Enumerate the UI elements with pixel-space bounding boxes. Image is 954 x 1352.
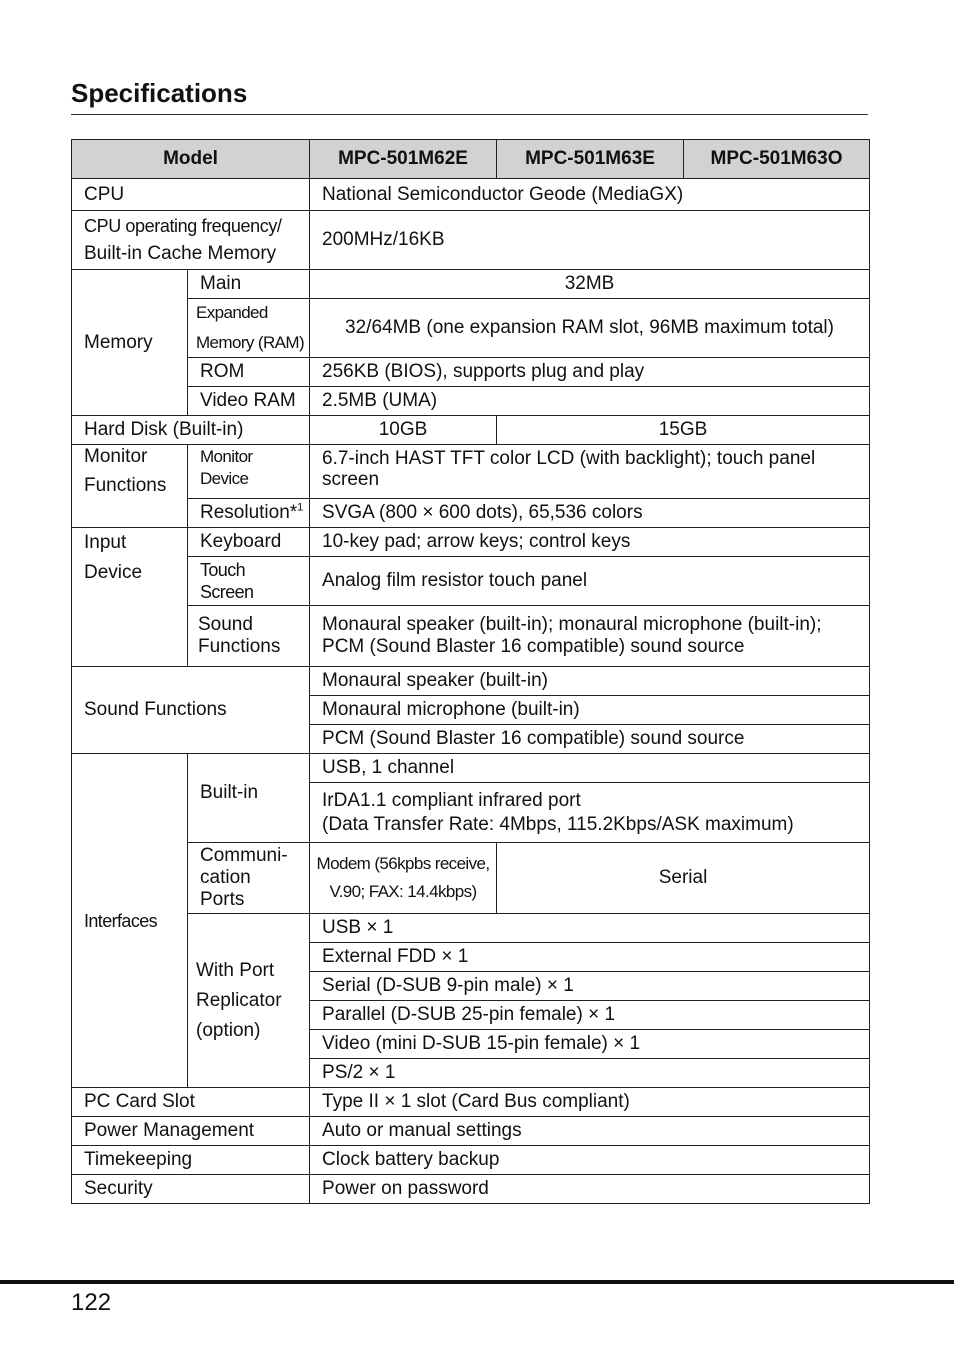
monitor-label [72, 445, 188, 528]
cpu-label: CPU [72, 179, 310, 211]
table-row [72, 754, 870, 783]
hdd-value-m63: 15GB [497, 416, 870, 445]
input-keyboard-value: 10-key pad; arrow keys; control keys [310, 528, 870, 557]
memory-rom-label: ROM [188, 358, 310, 387]
table-row [72, 557, 870, 606]
timekeeping-label: Timekeeping [72, 1146, 310, 1175]
memory-expanded-label-line2: Memory (RAM) [196, 333, 305, 352]
table-header-row [72, 140, 870, 179]
irda-line2: (Data Transfer Rate: 4Mbps, 115.2Kbps/ASK maximum) [322, 813, 794, 835]
interfaces-builtin-value-1: USB, 1 channel [310, 754, 870, 783]
monitor-device-label: Monitor Device [188, 445, 310, 499]
resolution-label-text: Resolution* [200, 502, 298, 523]
interfaces-comm-serial: Serial [497, 843, 870, 914]
security-label: Security [72, 1175, 310, 1204]
table-row [72, 358, 870, 387]
input-keyboard-label: Keyboard [188, 528, 310, 557]
comm-label-line2: cation Ports [200, 867, 251, 910]
cpu-frequency-label-line1: CPU operating frequency/ [84, 216, 282, 236]
header-model: Model [72, 140, 310, 179]
pccard-value: Type II × 1 slot (Card Bus compliant) [310, 1088, 870, 1117]
port-label-line1: With Port [196, 960, 275, 981]
header-model-2: MPC-501M63E [497, 140, 684, 179]
table-row [72, 211, 870, 270]
port-label-line3: (option) [196, 1020, 261, 1041]
port-usb: USB × 1 [310, 914, 870, 943]
port-label-line2: Replicator [196, 990, 282, 1011]
table-row [72, 914, 870, 943]
table-row [72, 179, 870, 211]
port-video: Video (mini D-SUB 15-pin female) × 1 [310, 1030, 870, 1059]
sound-label: Sound Functions [72, 667, 310, 754]
power-label: Power Management [72, 1117, 310, 1146]
input-sound-label-line1: Sound [198, 614, 253, 635]
sound-value-3: PCM (Sound Blaster 16 compatible) sound source [310, 725, 870, 754]
table-row [72, 387, 870, 416]
specifications-table [71, 139, 870, 1204]
memory-main-value: 32MB [310, 270, 870, 299]
modem-line1: Modem (56kpbs receive, [316, 854, 490, 873]
security-value: Power on password [310, 1175, 870, 1204]
table-row [72, 1117, 870, 1146]
interfaces-builtin-value-2 [310, 783, 870, 843]
table-row [72, 843, 870, 914]
table-row [72, 499, 870, 528]
memory-vram-value: 2.5MB (UMA) [310, 387, 870, 416]
monitor-device-value: 6.7-inch HAST TFT color LCD (with backlight); touch panel screen [310, 445, 870, 499]
memory-rom-value: 256KB (BIOS), supports plug and play [310, 358, 870, 387]
table-row [72, 445, 870, 499]
memory-expanded-label [188, 299, 310, 358]
memory-vram-label: Video RAM [188, 387, 310, 416]
irda-line1: IrDA1.1 compliant infrared port [322, 789, 581, 811]
resolution-footnote: 1 [297, 501, 304, 514]
port-ps2: PS/2 × 1 [310, 1059, 870, 1088]
interfaces-comm-label [188, 843, 310, 914]
port-parallel: Parallel (D-SUB 25-pin female) × 1 [310, 1001, 870, 1030]
table-row [72, 1088, 870, 1117]
input-touch-value: Analog film resistor touch panel [310, 557, 870, 606]
monitor-resolution-value: SVGA (800 × 600 dots), 65,536 colors [310, 499, 870, 528]
monitor-label-line2: Functions [84, 475, 167, 496]
table-row [72, 606, 870, 667]
modem-line2: V.90; FAX: 14.4kbps) [329, 882, 477, 901]
page-number: 122 [71, 1289, 112, 1316]
interfaces-label: Interfaces [72, 754, 188, 1088]
input-sound-label [188, 606, 310, 667]
table-row [72, 416, 870, 445]
page-title: Specifications [71, 78, 868, 115]
table-row [72, 1175, 870, 1204]
memory-label: Memory [72, 270, 188, 416]
input-touch-label: Touch Screen [188, 557, 310, 606]
pccard-label: PC Card Slot [72, 1088, 310, 1117]
footer-rule [0, 1280, 954, 1284]
hdd-value-m62e: 10GB [310, 416, 497, 445]
cpu-value: National Semiconductor Geode (MediaGX) [310, 179, 870, 211]
input-label [72, 528, 188, 667]
interfaces-builtin-label: Built-in [188, 754, 310, 843]
header-model-3: MPC-501M63O [684, 140, 870, 179]
comm-label-line1: Communi- [200, 845, 288, 866]
monitor-resolution-label [188, 499, 310, 528]
table-row [72, 528, 870, 557]
sound-value-1: Monaural speaker (built-in) [310, 667, 870, 696]
table-row [72, 667, 870, 696]
memory-expanded-value: 32/64MB (one expansion RAM slot, 96MB maximum total) [310, 299, 870, 358]
memory-expanded-label-line1: Expanded [196, 303, 268, 322]
table-row [72, 270, 870, 299]
power-value: Auto or manual settings [310, 1117, 870, 1146]
interfaces-port-replicator-label [188, 914, 310, 1088]
table-row [72, 299, 870, 358]
monitor-label-line1: Monitor [84, 446, 148, 467]
cpu-frequency-value: 200MHz/16KB [310, 211, 870, 270]
cpu-frequency-label-line2: Built-in Cache Memory [84, 243, 277, 264]
hdd-label: Hard Disk (Built-in) [72, 416, 310, 445]
memory-main-label: Main [188, 270, 310, 299]
input-sound-value: Monaural speaker (built-in); monaural microphone (built-in); PCM (Sound Blaster 16 compatible) sound source [310, 606, 870, 667]
table-row [72, 1146, 870, 1175]
sound-value-2: Monaural microphone (built-in) [310, 696, 870, 725]
port-fdd: External FDD × 1 [310, 943, 870, 972]
header-model-1: MPC-501M62E [310, 140, 497, 179]
port-serial: Serial (D-SUB 9-pin male) × 1 [310, 972, 870, 1001]
cpu-frequency-label [72, 211, 310, 270]
input-sound-label-line2: Functions [198, 636, 281, 657]
input-label-line2: Device [84, 562, 143, 583]
input-label-line1: Input [84, 532, 127, 553]
timekeeping-value: Clock battery backup [310, 1146, 870, 1175]
interfaces-comm-modem [310, 843, 497, 914]
